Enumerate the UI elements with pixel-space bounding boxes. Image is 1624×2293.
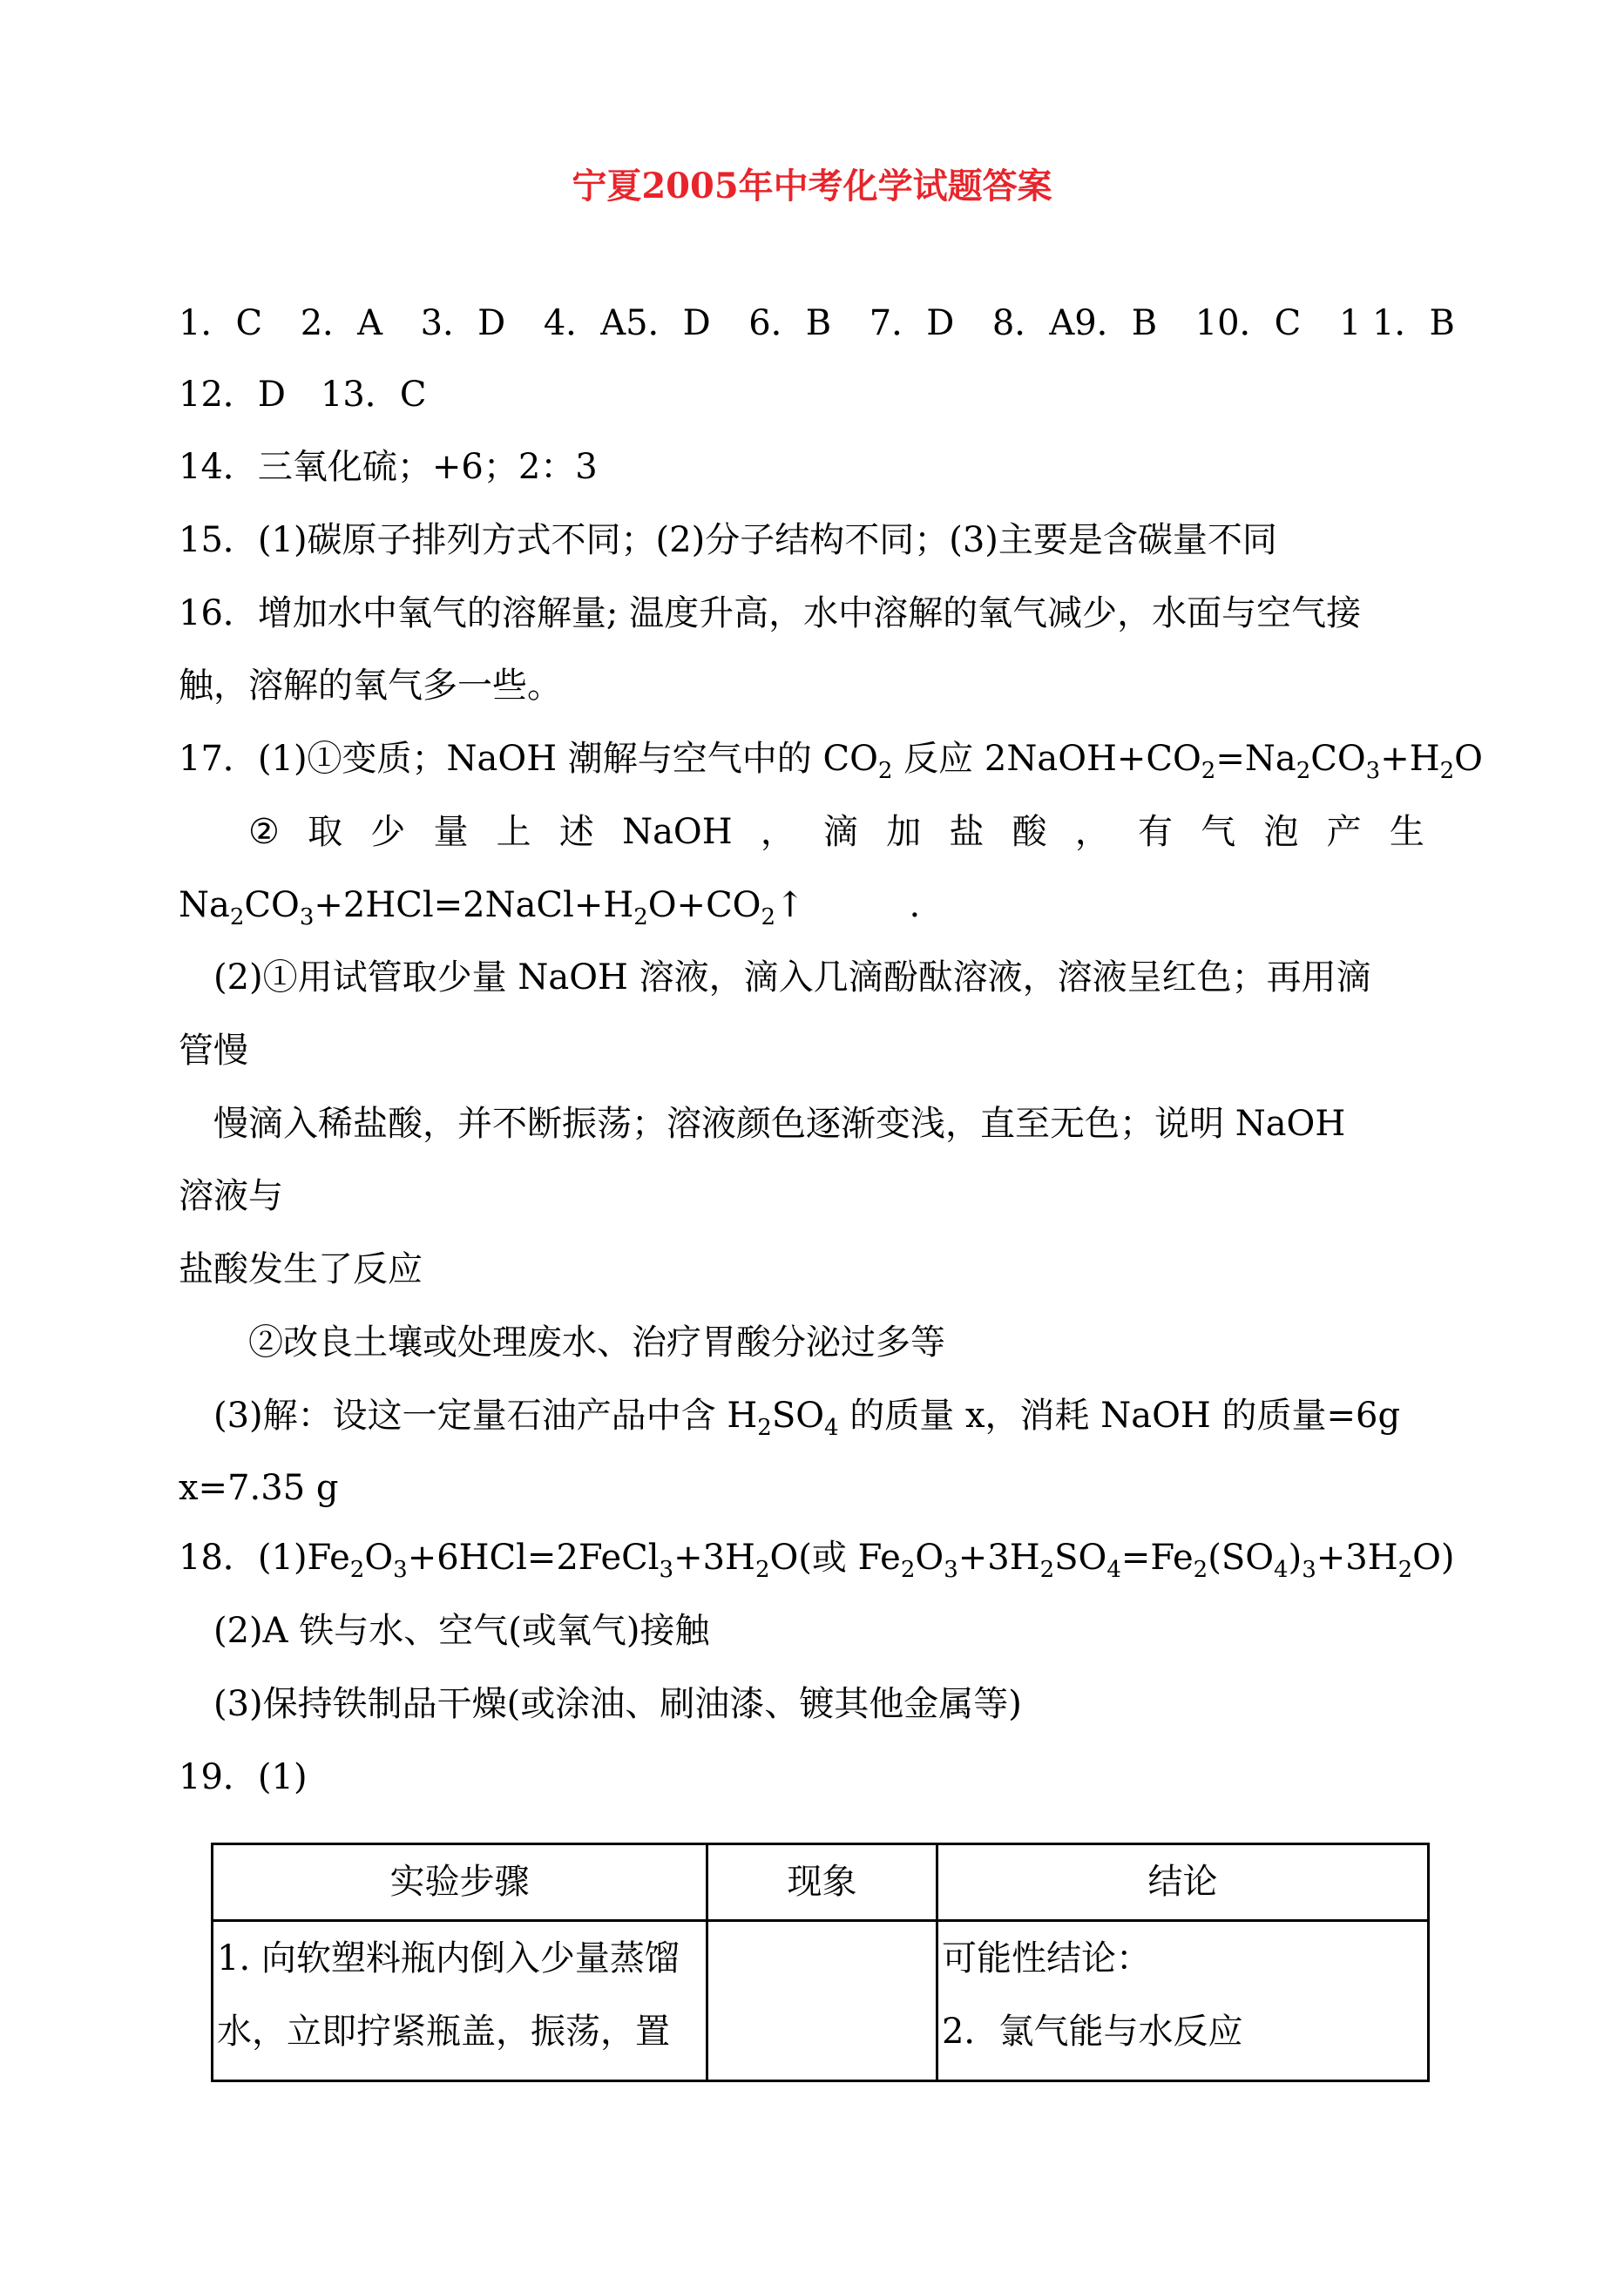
answer-17-1-line-3: $Na_2CO_3+2HCl=2NaCl+H_2O+CO_2↑$ . xyxy=(179,885,921,930)
experiment-table xyxy=(211,1843,1430,2082)
conclusion-text-line-1: 可能性结论： xyxy=(942,1938,1151,1978)
mc-answer: 1．C xyxy=(179,303,263,343)
answer-17-2-line-2: 管慢 xyxy=(179,1031,248,1071)
step-text-line-1: 1. 向软塑料瓶内倒入少量蒸馏 xyxy=(217,1938,680,1978)
table-header-row xyxy=(213,1844,1429,1921)
mc-answer: 6．B xyxy=(748,303,832,343)
mc-answers-line-2: 12．D 13．C xyxy=(179,375,427,415)
answer-14: 14．三氧化硫；+6；2：3 xyxy=(179,447,598,487)
conclusion-text-line-2: 2．氯气能与水反应 xyxy=(942,2011,1243,2052)
answer-17-2-line-3: 慢滴入稀盐酸，并不断振荡；溶液颜色逐渐变浅，直至无色；说明 NaOH xyxy=(213,1104,1346,1144)
mc-answer: 7．D xyxy=(869,303,955,343)
answer-17-3-line-1: (3)解：设这一定量石油产品中含 $H_2SO_4$ 的质量 x，消耗 NaOH 的质量=6g xyxy=(213,1396,1401,1441)
answer-17-2-line-1: (2)①用试管取少量 NaOH 溶液，滴入几滴酚酞溶液，溶液呈红色；再用滴 xyxy=(213,957,1371,998)
page-title: 宁夏2005年中考化学试题答案 xyxy=(572,166,1052,206)
header-steps: 实验步骤 xyxy=(213,1844,707,1921)
answer-19-label: 19．(1) xyxy=(179,1757,308,1797)
answer-17-2-line-4: 溶液与 xyxy=(179,1176,283,1216)
answer-17-2-line-6: ②改良土壤或处理废水、治疗胃酸分泌过多等 xyxy=(248,1322,945,1363)
cell-conclusion xyxy=(937,1920,1429,2080)
answer-18-2: (2)A 铁与水、空气(或氧气)接触 xyxy=(213,1611,710,1651)
mc-answer: 4．A5．D xyxy=(543,303,711,343)
answer-17-2-line-5: 盐酸发生了反应 xyxy=(179,1249,423,1289)
answer-15: 15．(1)碳原子排列方式不同；(2)分子结构不同；(3)主要是含碳量不同 xyxy=(179,520,1277,560)
mc-answer: 1 1．B xyxy=(1338,303,1455,343)
mc-answer: 3．D xyxy=(420,303,506,343)
answer-16-line-1: 16．增加水中氧气的溶解量; 温度升高，水中溶解的氧气减少，水面与空气接 xyxy=(179,593,1362,633)
mc-answer: 8．A9．B xyxy=(991,303,1158,343)
answer-17-1-line-2: ② 取 少 量 上 述 NaOH ， 滴 加 盐 酸 ， 有 气 泡 产 生 xyxy=(248,812,1424,852)
answer-18-1: 18．$(1)Fe_2O_3+6HCl=2FeCl_3+3H_2O$(或 $Fe_2O_3+3H_2SO_4=Fe_2(SO_4)_3+3H_2O$) xyxy=(179,1538,1455,1583)
mc-answer: 10．C xyxy=(1194,303,1302,343)
mc-answer: 2．A xyxy=(300,303,383,343)
answer-16-line-2: 触，溶解的氧气多一些。 xyxy=(179,666,562,706)
step-text-line-2: 水，立即拧紧瓶盖，振荡，置 xyxy=(217,2011,670,2052)
answer-18-3: (3)保持铁制品干燥(或涂油、刷油漆、镀其他金属等) xyxy=(213,1684,1022,1724)
mc-answers-line-1 xyxy=(179,299,1455,348)
answer-17-3-line-2: x=7.35 g xyxy=(179,1468,339,1508)
cell-steps xyxy=(213,1920,707,2080)
cell-phenomenon xyxy=(707,1920,937,2080)
table-row xyxy=(213,1920,1429,2080)
header-conclusion: 结论 xyxy=(937,1844,1429,1921)
answer-17-1-line-1: 17．(1)①变质；NaOH 潮解与空气中的 $CO_2$ 反应 $2NaOH+CO_2=Na_2CO_3+H_2O$ xyxy=(179,739,1483,784)
header-phenomenon: 现象 xyxy=(707,1844,937,1921)
